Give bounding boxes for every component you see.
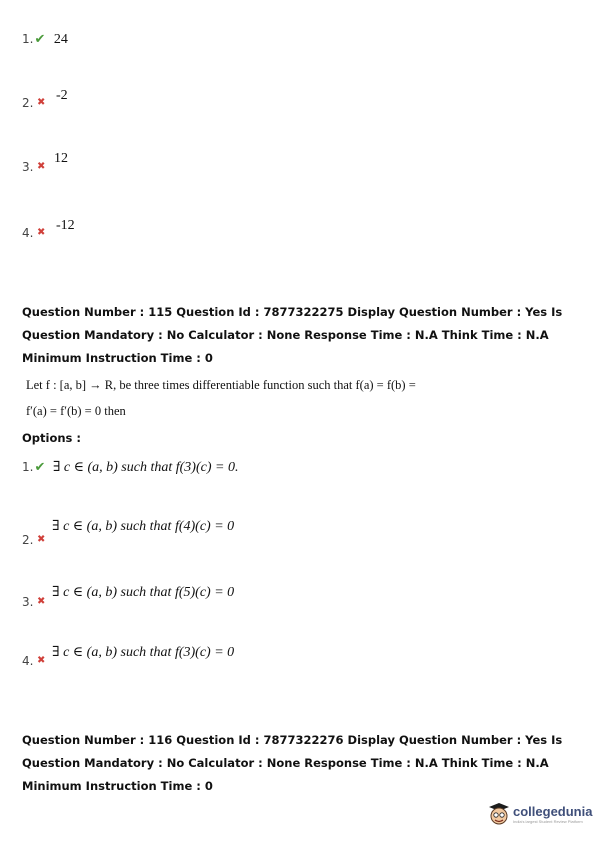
logo-mascot-icon xyxy=(488,802,510,826)
option-number: 3. xyxy=(22,160,34,174)
cross-icon: ✖ xyxy=(37,534,46,545)
question-116-meta: Question Number : 116 Question Id : 7877322276 Display Question Number : Yes Is Question Mandatory : No Calculator : None Response Time : N.A Think Time : N.A Minimum Instruction Time : 0 xyxy=(22,733,563,793)
option-number: 3. xyxy=(22,595,34,609)
prev-option-2 xyxy=(22,88,82,112)
question-115-text-line2: f′(a) = f′(b) = 0 then xyxy=(26,404,126,418)
option-number: 1. xyxy=(22,460,34,474)
q115-option-1 xyxy=(22,458,238,476)
cross-icon: ✖ xyxy=(37,161,46,172)
option-number: 2. xyxy=(22,533,34,547)
option-text: ∃ c ∈ (a, b) such that f(4)(c) = 0 xyxy=(52,519,235,534)
cross-icon: ✖ xyxy=(37,655,46,666)
option-text: ∃ c ∈ (a, b) such that f(5)(c) = 0 xyxy=(52,585,235,600)
prev-option-1 xyxy=(22,30,68,48)
question-115-text-line1: Let f : [a, b] → R, be three times differentiable function such that f(a) = f(b) = xyxy=(26,378,416,392)
option-text: ∃ c ∈ (a, b) such that f(3)(c) = 0. xyxy=(52,460,239,475)
collegedunia-logo xyxy=(488,802,592,826)
option-value: -12 xyxy=(56,218,75,233)
check-icon: ✔ xyxy=(34,459,46,474)
prev-option-4 xyxy=(22,218,82,242)
prev-option-3 xyxy=(22,151,82,175)
cross-icon: ✖ xyxy=(37,596,46,607)
options-label: Options : xyxy=(22,431,81,445)
option-number: 2. xyxy=(22,96,34,110)
option-number: 1. xyxy=(22,32,34,46)
option-value: -2 xyxy=(56,88,68,103)
cross-icon: ✖ xyxy=(37,227,46,238)
logo-tagline: India's largest Student Review Platform xyxy=(513,819,583,824)
option-value: 24 xyxy=(53,32,68,47)
logo-name: collegedunia xyxy=(513,804,593,819)
q115-option-3 xyxy=(22,584,322,610)
cross-icon: ✖ xyxy=(37,97,46,108)
option-number: 4. xyxy=(22,226,34,240)
q115-option-4 xyxy=(22,644,322,670)
option-value: 12 xyxy=(54,151,68,166)
option-text: ∃ c ∈ (a, b) such that f(3)(c) = 0 xyxy=(52,645,235,660)
question-115-meta: Question Number : 115 Question Id : 7877322275 Display Question Number : Yes Is Question Mandatory : No Calculator : None Response Time : N.A Think Time : N.A Minimum Instruction Time : 0 xyxy=(22,305,563,365)
option-number: 4. xyxy=(22,654,34,668)
q115-option-2 xyxy=(22,518,322,548)
check-icon: ✔ xyxy=(34,31,46,46)
